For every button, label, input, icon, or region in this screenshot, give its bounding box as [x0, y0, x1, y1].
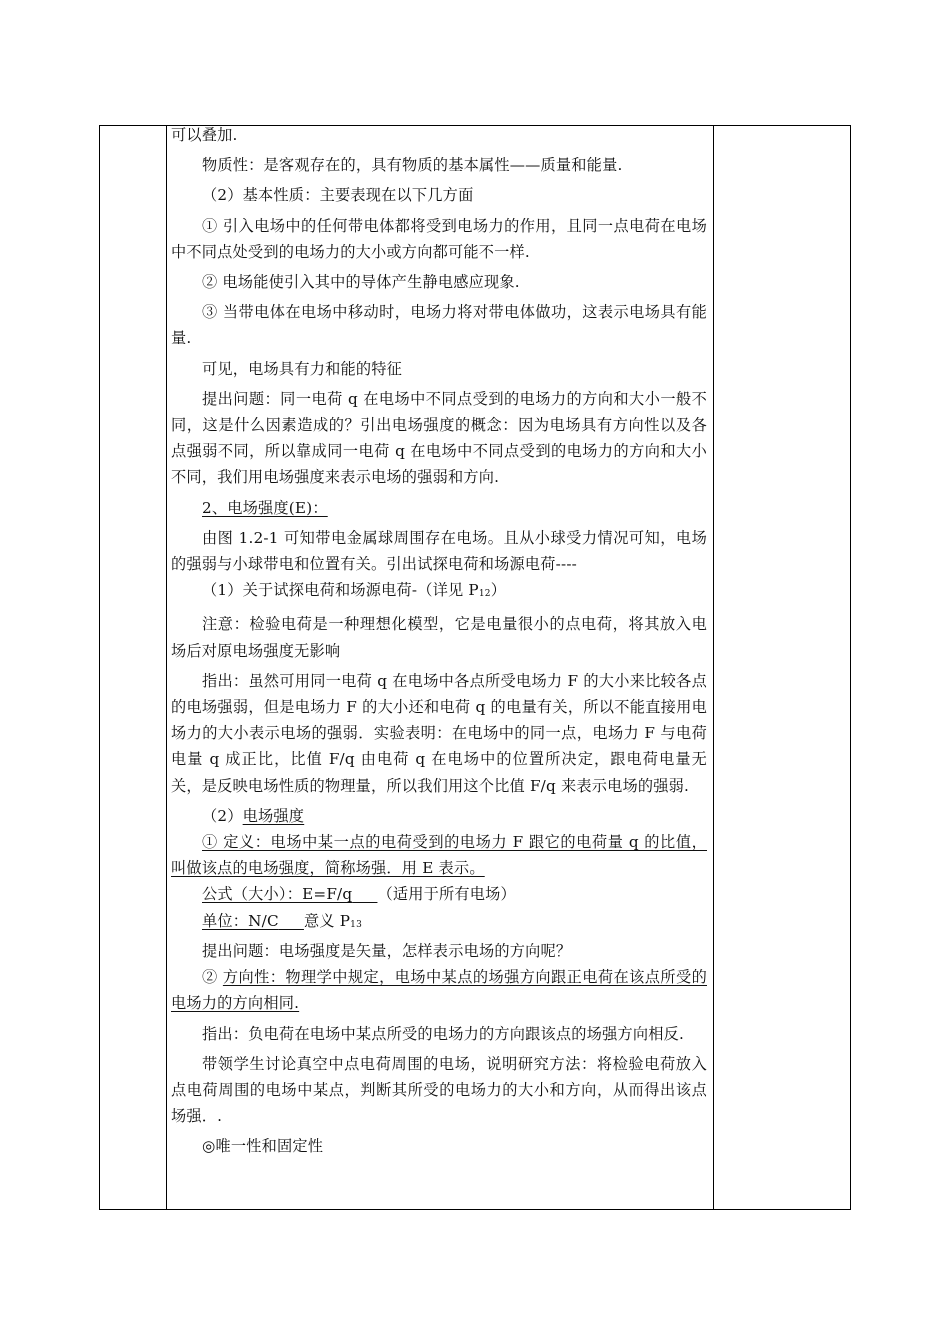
lesson-content [171, 122, 707, 1160]
text-line: 可以叠加. [171, 126, 238, 144]
text-paragraph: 注意：检验电荷是一种理想化模型，它是电量很小的点电荷，将其放入电场后对原电场强度无影响 [171, 615, 707, 660]
section-heading [171, 495, 707, 521]
heading-text: 电场强度 [242, 806, 305, 825]
definition-paragraph [171, 829, 707, 881]
page-subscript: 13 [350, 919, 363, 930]
unit-text: 单位：N/C [202, 911, 279, 930]
meaning-text: 意义 P [303, 911, 351, 930]
text-paragraph: ③ 当带电体在电场中移动时，电场力将对带电体做功，这表示电场具有能量. [171, 303, 707, 348]
text-paragraph: 提出问题：同一电荷 q 在电场中不同点受到的电场力的方向和大小一般不同，这是什么因素造成的？引出电场强度的概念：因为电场具有方向性以及各点强弱不同，所以靠成同一电荷 q 在电场中不同点受到的电场力的方向和大小不同，我们用电场强度来表示电场的强弱和方向. [171, 389, 707, 487]
text-paragraph: ② 电场能使引入其中的导体产生静电感应现象. [202, 273, 520, 292]
text-paragraph: 提出问题：电场强度是矢量，怎样表示电场的方向呢？ [202, 941, 572, 960]
direction-paragraph [171, 964, 707, 1016]
text-paragraph: 指出：负电荷在电场中某点所受的电场力的方向跟该点的场强方向相反. [202, 1024, 685, 1043]
text-paragraph: 指出：虽然可用同一电荷 q 在电场中各点所受电场力 F 的大小来比较各点的电场强弱，但是电场力 F 的大小还和电荷 q 的电量有关，所以不能直接用电场力的大小表示电场的强弱．实验表明：在电场中的同一点，电场力 F 与电荷电量 q 成正比，比值 F/q 由电荷 q 在电场中的位置所决定，跟电荷电量无关，是反映电场性质的物理量，所以我们用这个比值 F/q 来表示电场的强弱. [171, 671, 707, 795]
formula-text: 公式（大小）：E=F/q [202, 885, 353, 904]
section-heading: （2）基本性质：主要表现在以下几方面 [202, 186, 474, 205]
formula-line [171, 881, 707, 907]
subsection-heading [171, 803, 707, 829]
column-divider-right [713, 126, 714, 1209]
heading-text-end: ） [490, 581, 507, 600]
text-paragraph: 物质性：是客观存在的，具有物质的基本属性——质量和能量. [202, 156, 623, 175]
definition-text: ① 定义：电场中某一点的电荷受到的电场力 F 跟它的电荷量 q 的比值，叫做该点的电场强度，简称场强．用 E 表示。 [171, 833, 707, 878]
direction-text: 方向性：物理学中规定，电场中某点的场强方向跟正电荷在该点所受的电场力的方向相同. [171, 968, 707, 1013]
column-divider-left [166, 126, 167, 1209]
heading-number: （2） [202, 806, 243, 825]
formula-note: （适用于所有电场） [377, 885, 516, 904]
list-marker: ② [202, 968, 223, 987]
page-subscript: 12 [478, 589, 491, 600]
subsection-heading [171, 577, 707, 607]
heading-text: （1）关于试探电荷和场源电荷-（详见 P [202, 581, 479, 600]
heading-text: 2、电场强度(E)： [202, 498, 328, 517]
text-paragraph: 由图 1.2-1 可知带电金属球周围存在电场。且从小球受力情况可知，电场的强弱与小球带电和位置有关。引出试探电荷和场源电荷---- [171, 528, 707, 574]
text-paragraph: ◎唯一性和固定性 [202, 1137, 324, 1156]
text-paragraph: 带领学生讨论真空中点电荷周围的电场，说明研究方法：将检验电荷放入点电荷周围的电场中某点，判断其所受的电场力的大小和方向，从而得出该点场强．. [171, 1054, 707, 1126]
unit-line [171, 908, 707, 938]
text-paragraph: ① 引入电场中的任何带电体都将受到电场力的作用，且同一点电荷在电场中不同点处受到的电场力的大小或方向都可能不一样. [171, 216, 707, 261]
text-paragraph: 可见，电场具有力和能的特征 [202, 359, 403, 378]
